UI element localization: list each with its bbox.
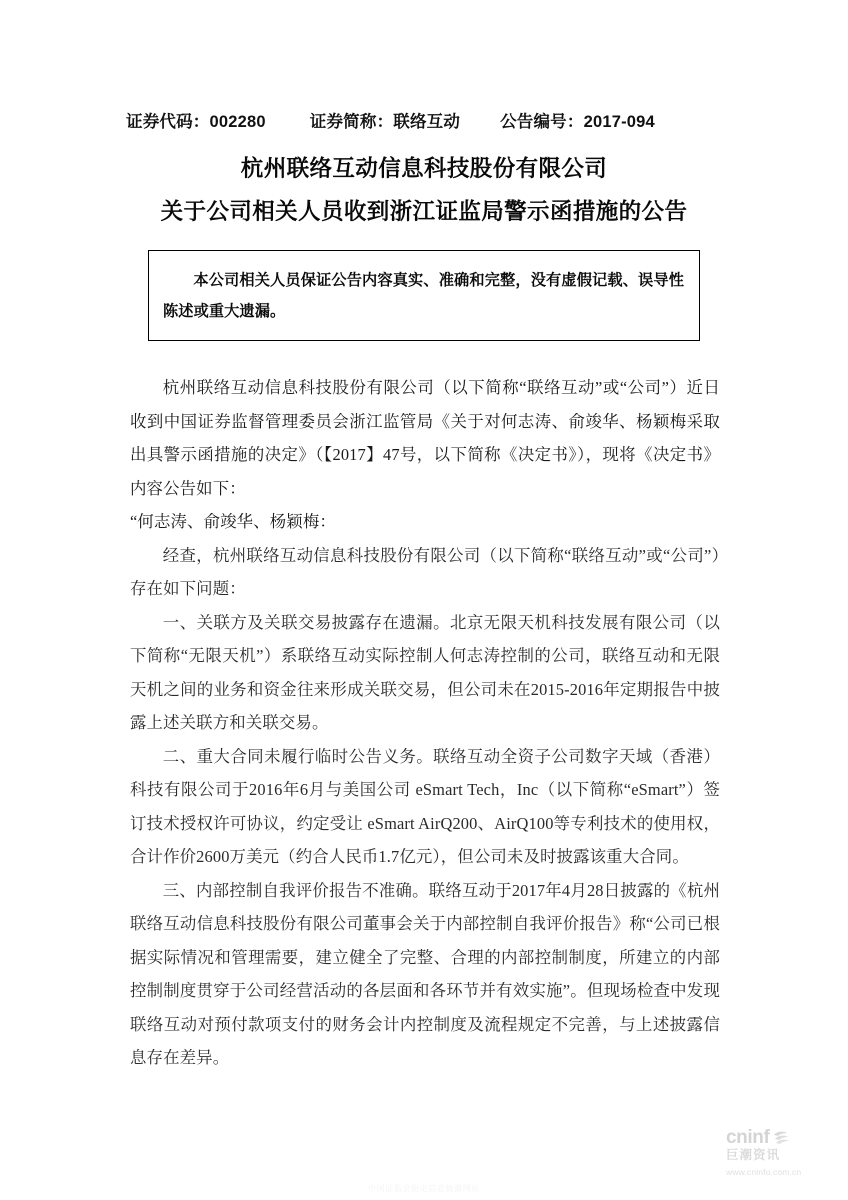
- document-body: [130, 371, 720, 1075]
- body-paragraph-finding-three: 三、内部控制自我评价报告不准确。联络互动于2017年4月28日披露的《杭州联络互动信息科技股份有限公司董事会关于内部控制自我评价报告》称“公司已根据实际情况和管理需要，建立健全了完整、合理的内部控制制度，所建立的内部控制制度贯穿于公司经营活动的各层面和各环节并有效实施”。但现场检查中发现联络互动对预付款项支付的财务会计内控制度及流程规定不完善，与上述披露信息存在差异。: [130, 880, 720, 1067]
- cninfo-watermark: [726, 1128, 830, 1178]
- watermark-url-text: www.cninfo.com.cn: [726, 1166, 802, 1177]
- announcement-number: 公告编号：2017-094: [500, 113, 655, 131]
- title-subject: 关于公司相关人员收到浙江证监局警示函措施的公告: [160, 199, 688, 224]
- watermark-logo-row: [726, 1128, 830, 1147]
- disclaimer-text: 本公司相关人员保证公告内容真实、准确和完整，没有虚假记载、误导性陈述或重大遗漏。: [163, 272, 684, 320]
- body-paragraph-findings-lead: 经查，杭州联络互动信息科技股份有限公司（以下简称“联络互动”或“公司”）存在如下问题：: [130, 545, 720, 598]
- body-paragraph-finding-one: 一、关联方及关联交易披露存在遗漏。北京无限天机科技发展有限公司（以下简称“无限天机”）系联络互动实际控制人何志涛控制的公司，联络互动和无限天机之间的业务和资金往来形成关联交易，但公司未在2015-2016年定期报告中披露上述关联方和关联交易。: [130, 612, 720, 732]
- body-paragraph-addressees: “何志涛、俞竣华、杨颖梅：: [130, 512, 336, 531]
- header-meta-line: [126, 108, 726, 132]
- title-company-name: 杭州联络互动信息科技股份有限公司: [240, 156, 608, 181]
- security-short-name: 证券简称：联络互动: [309, 113, 461, 131]
- watermark-brand-text: cninf: [726, 1127, 770, 1149]
- watermark-chinese-text: 巨潮资讯: [726, 1148, 781, 1163]
- body-paragraph-intro: 杭州联络互动信息科技股份有限公司（以下简称“联络互动”或“公司”）近日收到中国证券监督管理委员会浙江监管局《关于对何志涛、俞竣华、杨颖梅采取出具警示函措施的决定》（【2017】47号，以下简称《决定书》），现将《决定书》内容公告如下：: [130, 378, 720, 498]
- watermark-footer-text: 中国证监会指定信息披露网站: [368, 1184, 480, 1193]
- security-code: 证券代码：002280: [126, 113, 266, 131]
- swirl-icon: [772, 1130, 790, 1146]
- document-title: [0, 152, 848, 229]
- disclaimer-box: [148, 250, 700, 341]
- body-paragraph-finding-two: 二、重大合同未履行临时公告义务。联络互动全资子公司数字天域（香港）科技有限公司于2016年6月与美国公司 eSmart Tech，Inc（以下简称“eSmart”）签订技术授权许可协议，约定受让 eSmart AirQ200、AirQ100等专利技术的使用权，合计作价2600万美元（约合人民币1.7亿元），但公司未及时披露该重大合同。: [130, 746, 720, 866]
